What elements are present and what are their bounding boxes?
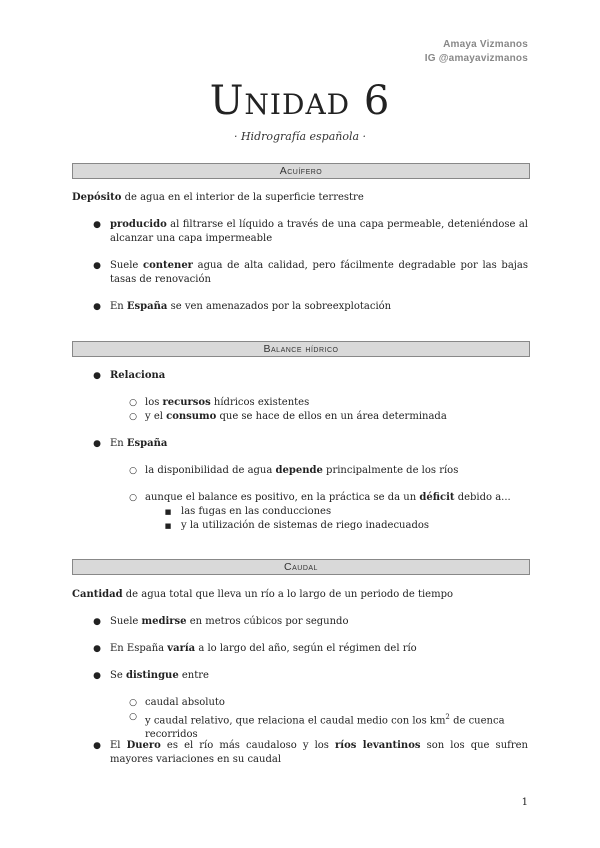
definition-acuifero bbox=[72, 191, 528, 205]
item-text: En bbox=[110, 438, 127, 449]
hollow-bullet-icon: ○ bbox=[129, 493, 137, 503]
bullet-icon: ● bbox=[93, 439, 101, 449]
definition-text: de agua total que lleva un río a lo largo de un periodo de tiempo bbox=[122, 589, 453, 600]
item-text: la disponibilidad de agua bbox=[145, 465, 276, 476]
bullet-icon: ● bbox=[93, 220, 101, 230]
bold-term: medirse bbox=[141, 616, 187, 627]
bold-term: déficit bbox=[419, 492, 455, 503]
item-text: agua de alta calidad, pero fácilmente degradable por las bajas tasas de renovación bbox=[110, 260, 528, 285]
list-item bbox=[110, 369, 528, 383]
bold-term: varía bbox=[167, 643, 196, 654]
sub-list-item: caudal absoluto bbox=[145, 697, 225, 708]
page-title: Unidad 6 bbox=[209, 78, 391, 124]
item-text: a lo largo del año, según el régimen del río bbox=[195, 643, 417, 654]
bullet-icon: ● bbox=[93, 671, 101, 681]
hollow-bullet-icon: ○ bbox=[129, 698, 137, 708]
sub-sub-list-item: y la utilización de sistemas de riego inadecuados bbox=[181, 520, 430, 531]
definition-term: Cantidad bbox=[72, 589, 123, 600]
item-text: Se bbox=[110, 670, 126, 681]
bold-term: ríos levantinos bbox=[335, 740, 421, 751]
item-text: es el río más caudaloso y los bbox=[160, 740, 336, 751]
list-item bbox=[110, 300, 528, 314]
bold-term: Duero bbox=[126, 740, 161, 751]
section-heading-caudal: Caudal bbox=[72, 559, 530, 575]
section-heading-acuifero: Acuífero bbox=[72, 163, 530, 179]
square-bullet-icon: ■ bbox=[164, 522, 172, 530]
bullet-icon: ● bbox=[93, 644, 101, 654]
sub-sub-list-item: las fugas en las conducciones bbox=[181, 506, 332, 517]
hollow-bullet-icon: ○ bbox=[129, 712, 137, 722]
square-bullet-icon: ■ bbox=[164, 508, 172, 516]
bold-term: consumo bbox=[166, 411, 217, 422]
item-text: hídricos existentes bbox=[210, 397, 310, 408]
item-text: al filtrarse el líquido a través de una capa permeable, deteniéndose al alcanzar una capa impermeable bbox=[110, 219, 528, 244]
list-item bbox=[110, 259, 528, 287]
item-text: que se hace de ellos en un área determinada bbox=[216, 411, 447, 422]
definition-term: Depósito bbox=[72, 192, 122, 203]
bullet-icon: ● bbox=[93, 302, 101, 312]
definition-text: de agua en el interior de la superficie terrestre bbox=[121, 192, 364, 203]
sub-list-item bbox=[145, 396, 528, 410]
page-number: 1 bbox=[521, 797, 528, 808]
item-text: de cuenca recorridos bbox=[145, 715, 505, 741]
list-item bbox=[110, 218, 528, 246]
item-text: y caudal relativo, que relaciona el caudal medio con los km bbox=[145, 715, 446, 727]
item-text: aunque el balance es positivo, en la práctica se da un bbox=[145, 492, 420, 503]
item-text: En bbox=[110, 301, 127, 312]
page-subtitle: · Hidrografía española · bbox=[233, 130, 367, 143]
bold-term: España bbox=[126, 301, 168, 312]
bullet-icon: ● bbox=[93, 261, 101, 271]
list-item bbox=[110, 642, 528, 656]
sub-list-item bbox=[145, 410, 528, 424]
bold-term: depende bbox=[275, 465, 323, 476]
list-item bbox=[110, 739, 528, 767]
item-text: principalmente de los ríos bbox=[322, 465, 459, 476]
item-text: en metros cúbicos por segundo bbox=[186, 616, 349, 627]
bold-term: distingue bbox=[125, 670, 179, 681]
hollow-bullet-icon: ○ bbox=[129, 398, 137, 408]
item-text: y el bbox=[145, 411, 167, 422]
item-text: Suele bbox=[110, 616, 142, 627]
item-text: El bbox=[110, 740, 127, 751]
bold-term: España bbox=[126, 438, 168, 449]
sub-list-item bbox=[145, 710, 528, 742]
section-heading-balance: Balance hídrico bbox=[72, 341, 530, 357]
bullet-icon: ● bbox=[93, 617, 101, 627]
list-item bbox=[110, 615, 528, 629]
bold-term: contener bbox=[143, 260, 193, 271]
bold-term: producido bbox=[110, 219, 167, 230]
item-text: entre bbox=[178, 670, 209, 681]
list-item bbox=[110, 437, 528, 451]
bold-term: Relaciona bbox=[110, 370, 166, 381]
hollow-bullet-icon: ○ bbox=[129, 466, 137, 476]
item-text: se ven amenazados por la sobreexplotación bbox=[167, 301, 392, 312]
author-name: Amaya Vizmanos bbox=[443, 39, 528, 50]
sub-list-item bbox=[145, 491, 528, 505]
item-text: Suele bbox=[110, 260, 144, 271]
item-text: En España bbox=[110, 643, 168, 654]
bullet-icon: ● bbox=[93, 741, 101, 751]
hollow-bullet-icon: ○ bbox=[129, 412, 137, 422]
list-item bbox=[110, 669, 528, 683]
bold-term: recursos bbox=[162, 397, 211, 408]
item-text: los bbox=[145, 397, 163, 408]
sub-list-item bbox=[145, 464, 528, 478]
item-text: debido a... bbox=[454, 492, 511, 503]
author-block bbox=[425, 38, 528, 66]
bullet-icon: ● bbox=[93, 371, 101, 381]
item-text: son los que sufren mayores variaciones en su caudal bbox=[110, 740, 528, 765]
superscript: 2 bbox=[445, 713, 450, 721]
author-instagram: IG @amayavizmanos bbox=[424, 53, 528, 64]
definition-caudal bbox=[72, 588, 528, 602]
